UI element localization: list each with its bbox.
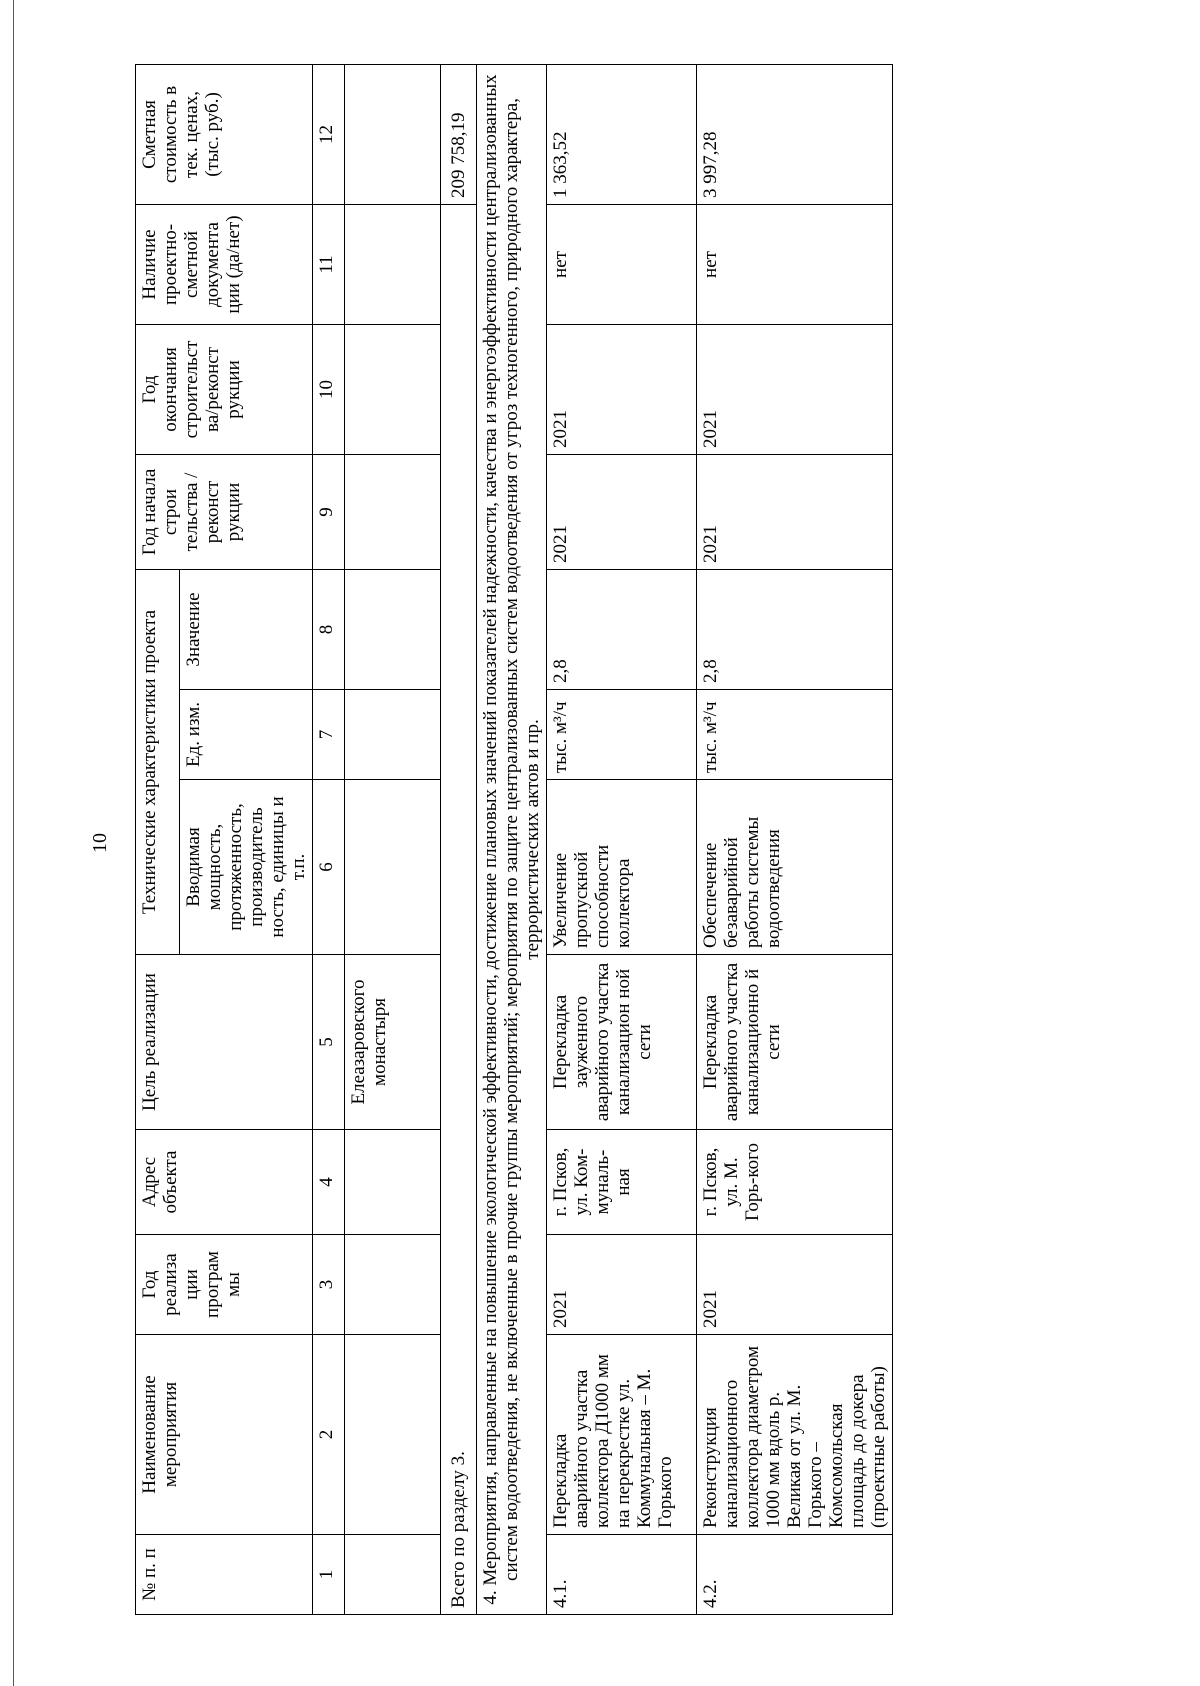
column-number: 1: [313, 1535, 345, 1615]
header-tech-group: Технические характеристики проекта: [136, 569, 180, 954]
header-address: Адрес объекта: [136, 1130, 313, 1235]
row-year: 2021: [697, 1235, 893, 1335]
row-address: г. Псков, ул. Ком-муналь-ная: [547, 1130, 697, 1235]
column-number: 12: [313, 64, 345, 204]
page-number: 10: [89, 833, 111, 853]
page-left-edge: [0, 0, 14, 1686]
column-number: 6: [313, 780, 345, 955]
header-docs: Наличие проектно- сметной документа ции (да/нет): [136, 204, 313, 324]
row-name: Реконструкция канализационного коллектора диаметром 1000 мм вдоль р. Великая от ул. М. Горького – Комсомольская площадь до докера (проектные работы): [697, 1335, 893, 1535]
header-name: Наименование мероприятия: [136, 1335, 313, 1535]
row-capacity: Увеличение пропускной способности коллектора: [547, 780, 697, 955]
row-capacity: Обеспечение безаварийной работы системы водоотведения: [697, 780, 893, 955]
measures-table: [135, 64, 893, 1615]
header-goal: Цель реализации: [136, 955, 313, 1130]
column-number: 5: [313, 955, 345, 1130]
column-number: 11: [313, 204, 345, 324]
row-unit: тыс. м³/ч: [547, 690, 697, 780]
header-capacity: Вводимая мощность, протяженность, производитель ность, единицы и т.п.: [180, 780, 313, 955]
header-value: Значение: [180, 569, 313, 689]
row-docs: нет: [697, 204, 893, 324]
section3-total-value: 209 758,19: [441, 64, 477, 204]
row-address: г. Псков, ул. М. Горь-кого: [697, 1130, 893, 1235]
row-unit: тыс. м³/ч: [697, 690, 893, 780]
row-end-year: 2021: [547, 324, 697, 454]
row-year: 2021: [547, 1235, 697, 1335]
row-cost: 1 363,52: [547, 64, 697, 204]
row-end-year: 2021: [697, 324, 893, 454]
rotated-table-container: [135, 65, 940, 1615]
section3-total-label: Всего по разделу 3.: [441, 204, 477, 1614]
column-number: 2: [313, 1335, 345, 1535]
row-docs: нет: [547, 204, 697, 324]
column-number: 9: [313, 454, 345, 569]
row-num: 4.1.: [547, 1535, 697, 1615]
header-num: № п. п: [136, 1535, 313, 1615]
row-goal: Перекладка аварийного участка канализационно й сети: [697, 955, 893, 1130]
carry-goal: Елеазаровского монастыря: [345, 955, 441, 1130]
header-end-year: Год окончания строительст ва/реконст рукции: [136, 324, 313, 454]
table-row: [547, 64, 697, 1614]
section4-title-row: [477, 64, 547, 1614]
column-number-row: [313, 64, 345, 1614]
row-goal: Перекладка зауженного аварийного участка канализацион ной сети: [547, 955, 697, 1130]
table-row: [697, 64, 893, 1614]
carry-over-row: [345, 64, 441, 1614]
section3-total-row: [441, 64, 477, 1614]
header-year: Год реализа ции програм мы: [136, 1235, 313, 1335]
header-row-top: [136, 64, 180, 1614]
section4-title: 4. Мероприятия, направленные на повышение экологической эффективности, достижение плановых значений показателей надежности, качества и энергоэффективности централизованных систем водоотведения, не включенные в прочие группы мероприятий; мероприятия по защите централизованных систем водоотведения от угроз техногенного, природного характера, террористических актов и пр.: [477, 64, 547, 1614]
row-start-year: 2021: [547, 454, 697, 569]
row-name: Перекладка аварийного участка коллектора Д1000 мм на перекрестке ул. Коммунальная – М. Горького: [547, 1335, 697, 1535]
row-value: 2,8: [697, 569, 893, 689]
row-value: 2,8: [547, 569, 697, 689]
column-number: 8: [313, 569, 345, 689]
row-start-year: 2021: [697, 454, 893, 569]
header-cost: Сметная стоимость в тек. ценах, (тыс. руб.): [136, 64, 313, 204]
row-cost: 3 997,28: [697, 64, 893, 204]
column-number: 7: [313, 690, 345, 780]
header-start-year: Год начала строи тельства /реконст рукции: [136, 454, 313, 569]
column-number: 3: [313, 1235, 345, 1335]
column-number: 10: [313, 324, 345, 454]
row-num: 4.2.: [697, 1535, 893, 1615]
header-unit: Ед. изм.: [180, 690, 313, 780]
column-number: 4: [313, 1130, 345, 1235]
